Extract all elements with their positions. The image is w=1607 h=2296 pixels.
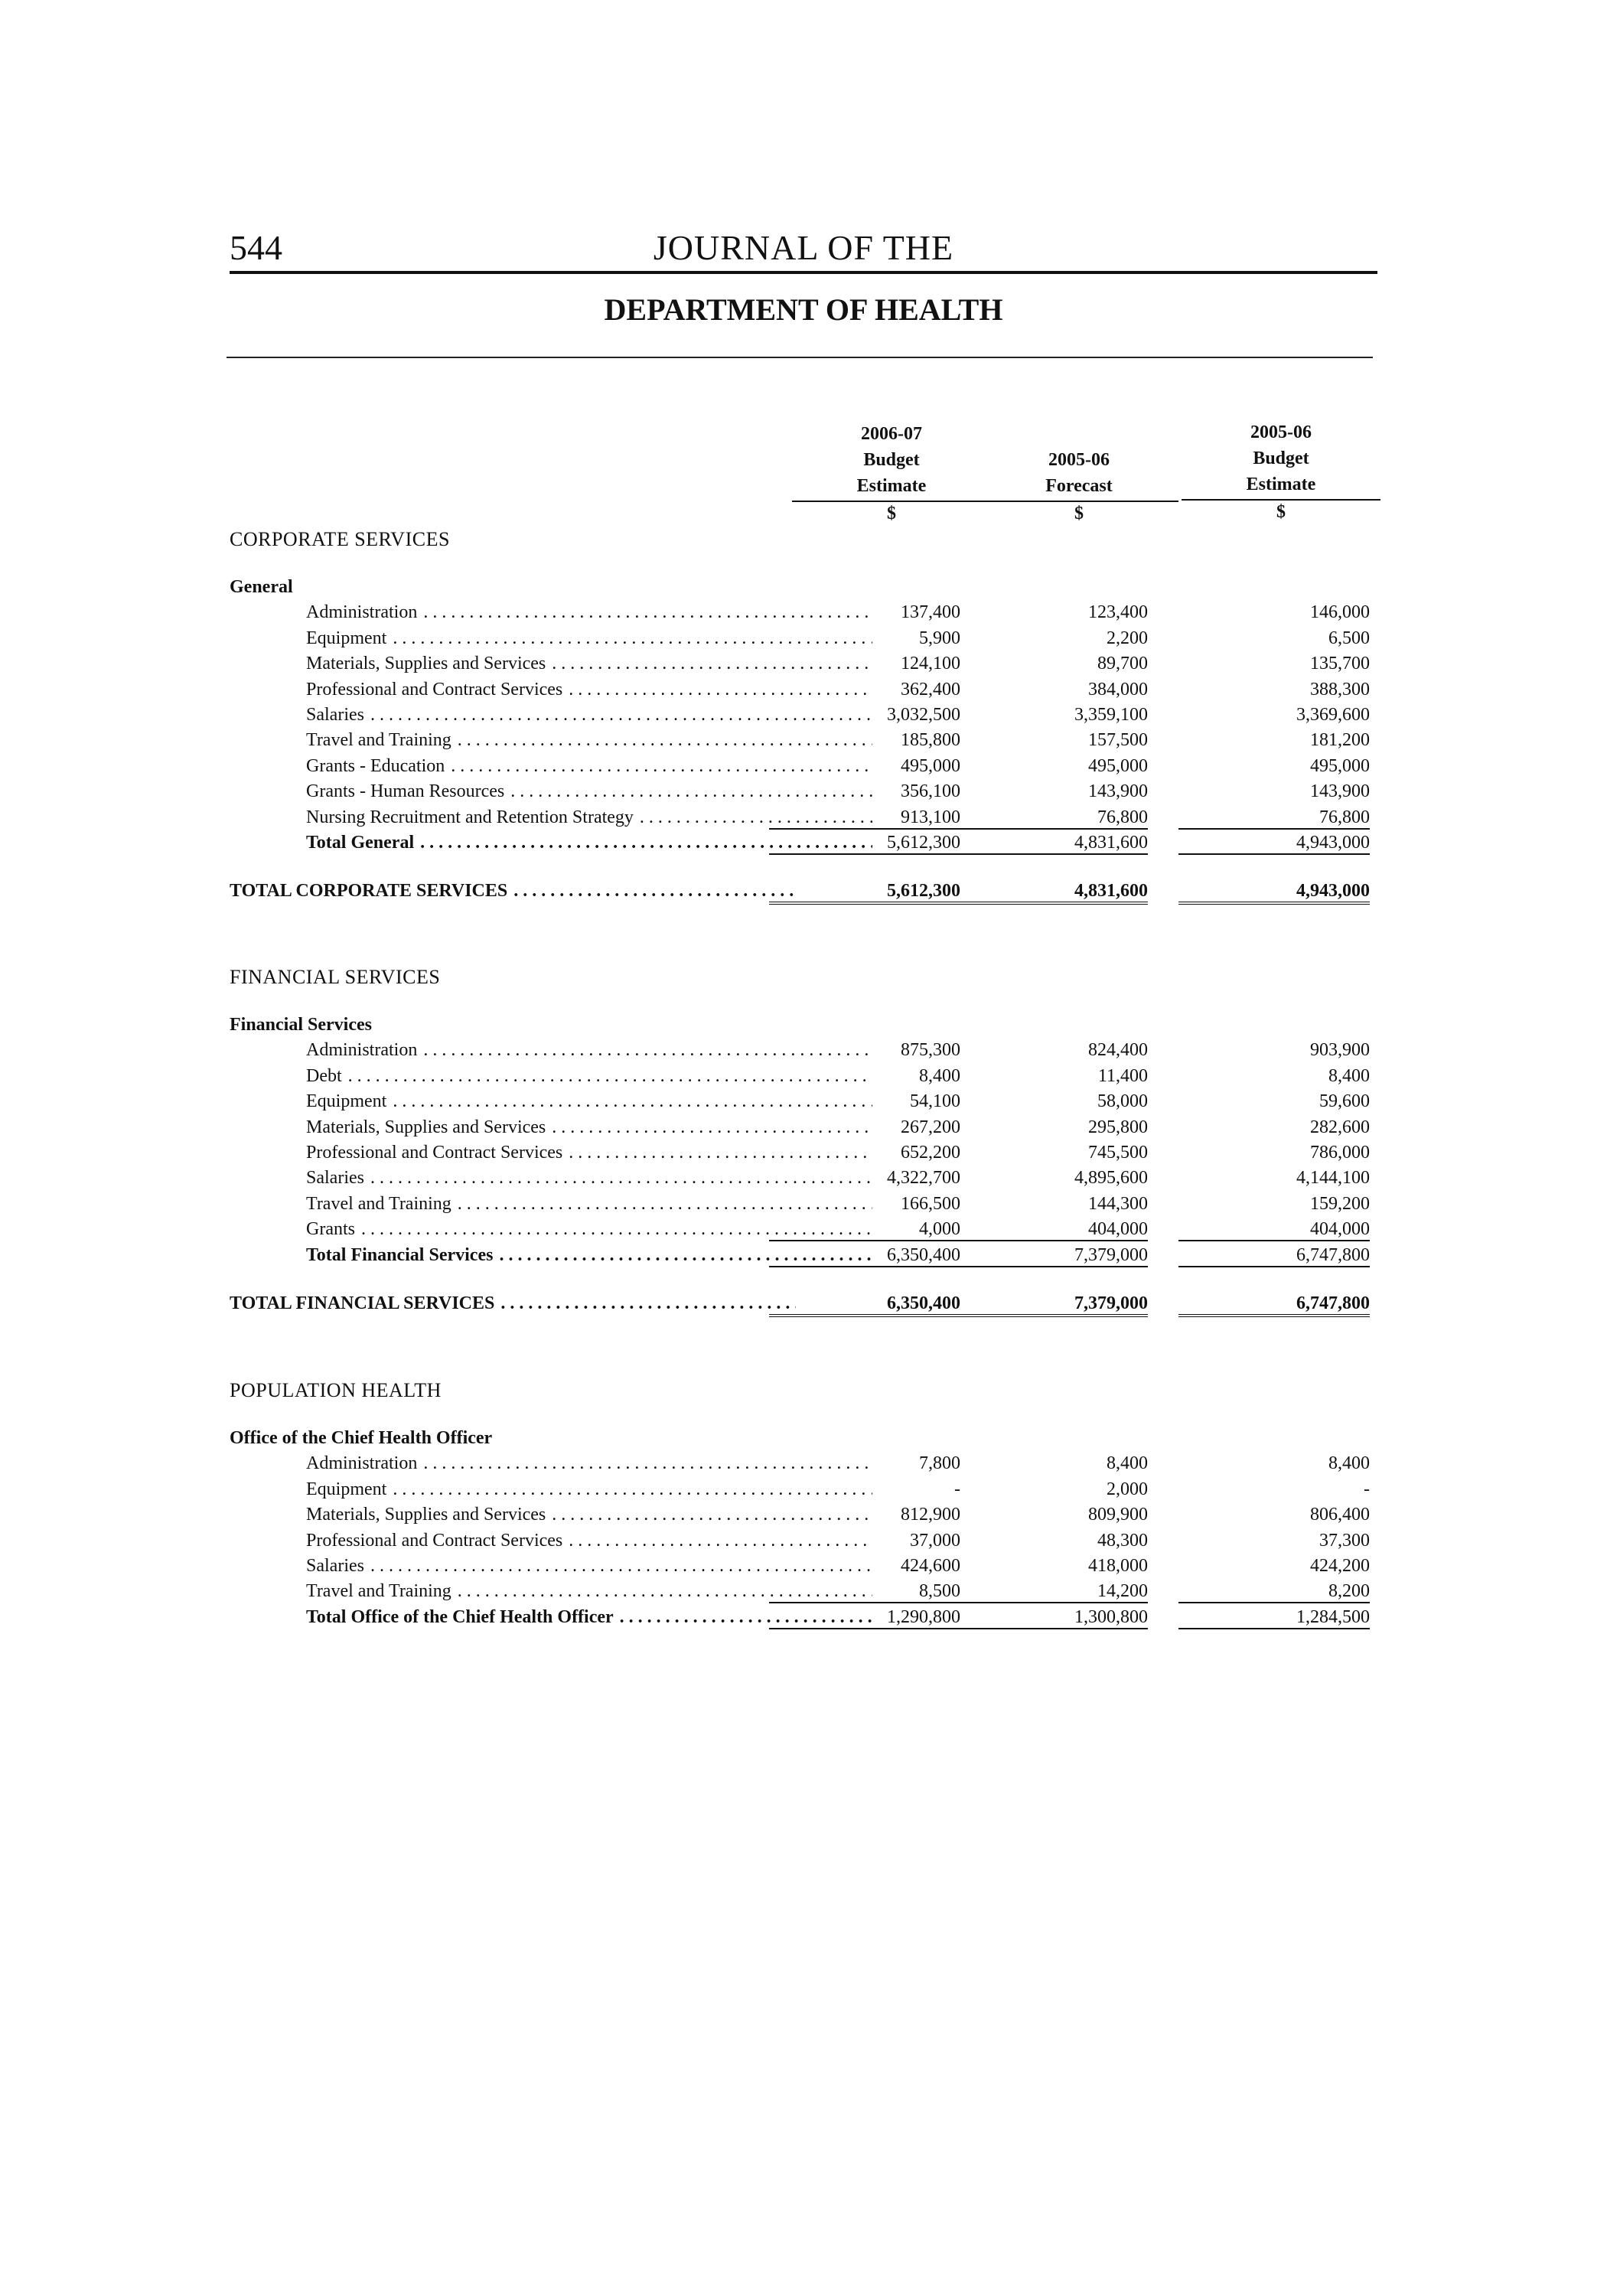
subtotal-label-text: Total Financial Services	[306, 1244, 494, 1265]
line-item-value: 37,300	[1319, 1530, 1370, 1551]
section-total-label-text: TOTAL CORPORATE SERVICES	[230, 881, 508, 902]
column-header-line: Forecast	[1045, 476, 1113, 496]
line-item-value: 144,300	[1088, 1193, 1148, 1214]
table-row	[0, 1012, 1607, 1038]
table-row	[0, 1037, 1607, 1063]
line-item-value: 76,800	[1178, 804, 1370, 830]
line-item-label-text: Grants - Education	[306, 755, 445, 776]
column-header-line: Budget	[863, 450, 920, 470]
line-item-value: 824,400	[1088, 1040, 1148, 1061]
line-item-value: 913,100	[769, 804, 960, 830]
table-row	[0, 1604, 1607, 1630]
line-item-value: 404,000	[957, 1216, 1148, 1241]
line-item-value: 146,000	[1310, 602, 1370, 623]
line-item-value: -	[1364, 1479, 1370, 1499]
line-item-value: 362,400	[901, 679, 960, 700]
line-item-value: 875,300	[901, 1040, 960, 1061]
line-item-value: 159,200	[1310, 1193, 1370, 1214]
line-item-value: 903,900	[1310, 1040, 1370, 1061]
subtotal-value: 4,943,000	[1178, 830, 1370, 855]
line-item-value: 8,400	[1328, 1065, 1370, 1086]
table-row	[0, 1476, 1607, 1502]
subtotal-value: 1,290,800	[769, 1604, 960, 1629]
table-row	[0, 1242, 1607, 1268]
table-row	[0, 574, 1607, 600]
column-header-line: Estimate	[1246, 475, 1316, 494]
line-item-value: 745,500	[1088, 1143, 1148, 1163]
line-item-value: 76,800	[957, 804, 1148, 830]
column-header-line: Estimate	[856, 476, 927, 496]
line-item-value: 495,000	[1088, 755, 1148, 776]
section-total-label	[230, 1290, 796, 1316]
subsection-title: Financial Services	[230, 1015, 372, 1035]
column-header-2005-06-budget-estimate	[1182, 419, 1380, 522]
line-item-value: 14,200	[957, 1578, 1148, 1603]
table-row	[0, 964, 1607, 990]
line-item-label-text: Grants	[306, 1219, 355, 1240]
table-row	[0, 1450, 1607, 1476]
table-row	[0, 1290, 1607, 1316]
line-item-value: 181,200	[1310, 730, 1370, 751]
section-total-value: 4,943,000	[1178, 878, 1370, 905]
line-item-value: 135,700	[1310, 654, 1370, 674]
table-row	[0, 1191, 1607, 1217]
table-row	[0, 1114, 1607, 1140]
line-item-value: 2,000	[1107, 1479, 1148, 1499]
subtotal-value: 5,612,300	[769, 830, 960, 855]
line-item-value: 8,400	[1107, 1453, 1148, 1474]
line-item-value: 58,000	[1097, 1091, 1148, 1112]
line-item-value: 143,900	[1088, 781, 1148, 802]
line-item-label-text: Materials, Supplies and Services	[306, 1117, 546, 1137]
line-item-value: 124,100	[901, 654, 960, 674]
line-item-value: -	[954, 1479, 960, 1499]
line-item-value: 137,400	[901, 602, 960, 623]
line-item-label-text: Equipment	[306, 1091, 387, 1112]
line-item-value: 8,400	[919, 1065, 960, 1086]
line-item-value: 384,000	[1088, 679, 1148, 700]
table-row	[0, 1578, 1607, 1604]
line-item-value: 5,900	[919, 628, 960, 648]
section-total-value: 6,747,800	[1178, 1290, 1370, 1317]
section-title: FINANCIAL SERVICES	[230, 966, 441, 988]
subtotal-label-text: Total General	[306, 833, 415, 853]
line-item-label-text: Materials, Supplies and Services	[306, 654, 546, 674]
line-item-value: 2,200	[1107, 628, 1148, 648]
page-header	[230, 225, 1377, 274]
table-row	[0, 1378, 1607, 1404]
table-row	[0, 599, 1607, 625]
subsection-title: Office of the Chief Health Officer	[230, 1428, 493, 1448]
section-total-label	[230, 878, 796, 904]
line-item-value: 356,100	[901, 781, 960, 802]
line-item-value: 3,359,100	[1074, 705, 1148, 725]
line-item-value: 495,000	[1310, 755, 1370, 776]
line-item-value: 418,000	[1088, 1556, 1148, 1576]
line-item-value: 652,200	[901, 1143, 960, 1163]
table-row	[0, 778, 1607, 804]
line-item-value: 267,200	[901, 1117, 960, 1137]
line-item-label-text: Grants - Human Resources	[306, 781, 505, 802]
line-item-value: 4,144,100	[1296, 1168, 1370, 1189]
line-item-value: 424,200	[1310, 1556, 1370, 1576]
line-item-value: 495,000	[901, 755, 960, 776]
line-item-value: 6,500	[1328, 628, 1370, 648]
line-item-value: 4,000	[769, 1216, 960, 1241]
section-total-value: 5,612,300	[769, 878, 960, 905]
column-header-line: 2005-06	[1250, 422, 1312, 442]
table-row	[0, 804, 1607, 830]
section-total-value: 4,831,600	[957, 878, 1148, 905]
column-header-2005-06-forecast	[980, 447, 1178, 523]
line-item-label-text: Administration	[306, 1040, 418, 1061]
subtotal-value: 7,379,000	[957, 1242, 1148, 1267]
line-item-label-text: Administration	[306, 1453, 418, 1474]
line-item-value: 4,322,700	[887, 1168, 960, 1189]
line-item-label-text: Travel and Training	[306, 730, 451, 751]
table-row	[0, 1216, 1607, 1242]
line-item-value: 3,032,500	[887, 705, 960, 725]
subtotal-value: 1,300,800	[957, 1604, 1148, 1629]
line-item-label-text: Salaries	[306, 1168, 364, 1189]
line-item-label-text: Debt	[306, 1065, 342, 1086]
column-unit: $	[1074, 504, 1084, 523]
subtotal-value: 4,831,600	[957, 830, 1148, 855]
line-item-value: 282,600	[1310, 1117, 1370, 1137]
line-item-value: 388,300	[1310, 679, 1370, 700]
table-row	[0, 1553, 1607, 1579]
table-row	[0, 527, 1607, 553]
column-unit: $	[1276, 502, 1286, 522]
line-item-value: 3,369,600	[1296, 705, 1370, 725]
column-header-line: 2005-06	[1048, 450, 1110, 470]
line-item-value: 11,400	[1097, 1065, 1148, 1086]
section-total-value: 7,379,000	[957, 1290, 1148, 1317]
line-item-value: 54,100	[910, 1091, 960, 1112]
department-title: DEPARTMENT OF HEALTH	[604, 292, 1003, 327]
line-item-value: 786,000	[1310, 1143, 1370, 1163]
line-item-value: 424,600	[901, 1556, 960, 1576]
column-header-line: 2006-07	[861, 424, 922, 444]
line-item-value: 166,500	[901, 1193, 960, 1214]
column-unit: $	[887, 504, 896, 523]
line-item-label-text: Professional and Contract Services	[306, 1143, 563, 1163]
line-item-value: 7,800	[919, 1453, 960, 1474]
section-total-label-text: TOTAL FINANCIAL SERVICES	[230, 1293, 495, 1313]
page-number: 544	[230, 228, 282, 267]
header-divider	[227, 357, 1373, 358]
line-item-label-text: Nursing Recruitment and Retention Strategy	[306, 807, 634, 827]
line-item-value: 8,400	[1328, 1453, 1370, 1474]
table-row	[0, 830, 1607, 856]
line-item-value: 8,200	[1178, 1578, 1370, 1603]
line-item-value: 89,700	[1097, 654, 1148, 674]
line-item-label-text: Travel and Training	[306, 1581, 451, 1602]
table-row	[0, 878, 1607, 904]
line-item-label-text: Salaries	[306, 705, 364, 725]
line-item-label-text: Administration	[306, 602, 418, 623]
column-header-2006-07-budget-estimate	[792, 421, 991, 523]
subtotal-value: 6,747,800	[1178, 1242, 1370, 1267]
line-item-value: 143,900	[1310, 781, 1370, 802]
line-item-value: 812,900	[901, 1505, 960, 1525]
table-row	[0, 1165, 1607, 1191]
line-item-label-text: Equipment	[306, 628, 387, 648]
table-row	[0, 1425, 1607, 1451]
subtotal-label-text: Total Office of the Chief Health Officer	[306, 1606, 614, 1627]
line-item-value: 8,500	[769, 1578, 960, 1603]
line-item-label-text: Professional and Contract Services	[306, 1530, 563, 1551]
line-item-label-text: Equipment	[306, 1479, 387, 1499]
line-item-value: 806,400	[1310, 1505, 1370, 1525]
line-item-value: 4,895,600	[1074, 1168, 1148, 1189]
line-item-value: 809,900	[1088, 1505, 1148, 1525]
table-row	[0, 753, 1607, 779]
table-row	[0, 1088, 1607, 1114]
line-item-label-text: Salaries	[306, 1556, 364, 1576]
table-row	[0, 1140, 1607, 1166]
subtotal-value: 6,350,400	[769, 1242, 960, 1267]
line-item-value: 404,000	[1178, 1216, 1370, 1241]
line-item-label-text: Materials, Supplies and Services	[306, 1505, 546, 1525]
line-item-value: 59,600	[1319, 1091, 1370, 1112]
column-header-line: Budget	[1253, 448, 1309, 468]
line-item-value: 185,800	[901, 730, 960, 751]
table-row	[0, 1063, 1607, 1089]
line-item-label-text: Professional and Contract Services	[306, 679, 563, 700]
table-row	[0, 625, 1607, 651]
line-item-label-text: Travel and Training	[306, 1193, 451, 1214]
section-total-value: 6,350,400	[769, 1290, 960, 1317]
table-row	[0, 727, 1607, 753]
subsection-title: General	[230, 577, 293, 597]
table-row	[0, 702, 1607, 728]
section-title: CORPORATE SERVICES	[230, 528, 450, 550]
subtotal-value: 1,284,500	[1178, 1604, 1370, 1629]
line-item-value: 295,800	[1088, 1117, 1148, 1137]
section-title: POPULATION HEALTH	[230, 1379, 442, 1401]
table-row	[0, 651, 1607, 677]
line-item-value: 123,400	[1088, 602, 1148, 623]
line-item-value: 37,000	[910, 1530, 960, 1551]
table-row	[0, 1502, 1607, 1528]
line-item-value: 48,300	[1097, 1530, 1148, 1551]
table-row	[0, 1528, 1607, 1554]
table-row	[0, 677, 1607, 703]
journal-title: JOURNAL OF THE	[653, 228, 954, 267]
line-item-value: 157,500	[1088, 730, 1148, 751]
